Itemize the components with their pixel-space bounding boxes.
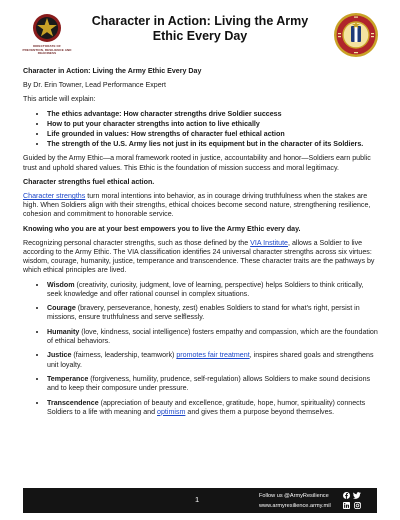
website-link[interactable]: www.armyresilience.army.mil — [259, 502, 331, 509]
article-body — [23, 67, 378, 422]
virtue-description: (love, kindness, social intelligence) fosters empathy and compassion, which are the foundation of ethical behaviors. — [47, 327, 378, 346]
key-points-list — [23, 110, 378, 150]
directorate-logo — [22, 13, 72, 56]
paragraph-character-strengths — [23, 192, 378, 220]
virtue-description: (bravery, perseverance, honesty, zest) enables Soldiers to stand for what’s right, persist in missions, ensure truthfulness and serve selflessly. — [47, 304, 360, 322]
virtue-description: (appreciation of beauty and excellence, gratitude, hope, humor, spirituality) connects Soldiers to a life with meaning and — [47, 398, 366, 416]
virtue-item-humanity — [47, 328, 378, 346]
army-values-seal-icon — [333, 12, 379, 58]
page-number: 1 — [195, 495, 200, 504]
directorate-caption: DIRECTORATE OF PREVENTION, RESILIENCE AND READINESS — [22, 44, 72, 56]
virtue-name: Temperance — [47, 375, 89, 384]
virtue-description: (forgiveness, humility, prudence, self-regulation) allows Soldiers to make sound decisions and to keep their composure under pressure. — [47, 375, 371, 393]
virtue-name: Wisdom — [47, 280, 75, 289]
army-values-seal — [333, 12, 379, 58]
character-strengths-link[interactable]: Character strengths — [23, 192, 86, 201]
virtue-item-transcendence — [47, 399, 378, 417]
section-heading-knowing: Knowing who you are at your best empowers you to live the Army Ethic every day. — [23, 224, 301, 233]
optimism-link[interactable]: optimism — [157, 407, 186, 416]
virtue-description: (fairness, leadership, teamwork) — [71, 351, 177, 360]
virtue-name: Transcendence — [47, 398, 99, 407]
virtue-description: and gives them a purpose beyond themselves. — [185, 407, 335, 416]
virtue-name: Courage — [47, 304, 76, 313]
virtue-description: , inspires shared goals and strengthens unit loyalty. — [47, 351, 374, 369]
paragraph-text: Recognizing personal character strengths, such as those defined by the — [23, 238, 251, 247]
linkedin-icon[interactable] — [343, 502, 350, 509]
virtue-item-temperance — [47, 375, 378, 393]
paragraph-text: turn moral intentions into behavior, as in courage driving truthfulness when the stakes are high. When Soldiers align with their strengths, ethical choices become second nature, strengthening resilience, cohesion and commitment to honorable service. — [23, 192, 371, 219]
instagram-icon[interactable] — [354, 502, 361, 509]
page-header — [0, 10, 400, 66]
paragraph-text: , allows a Soldier to live according to the Army Ethic. The VIA classification identifies 24 universal character strengths across six virtues: wisdom, courage, humanity, justice, temperance and transcendence. These character traits are the pathways by which ethical principles are lived. — [23, 238, 375, 275]
fair-treatment-link[interactable]: promotes fair treatment — [176, 351, 250, 360]
section-heading-strengths: Character strengths fuel ethical action. — [23, 177, 155, 186]
facebook-icon[interactable] — [343, 492, 350, 499]
follow-us-text: Follow us @ArmyResilience — [259, 492, 329, 499]
via-institute-link[interactable]: VIA Institute — [250, 238, 288, 247]
virtues-list — [23, 281, 378, 417]
paragraph-army-ethic: Guided by the Army Ethic—a moral framework rooted in justice, accountability and honor—Soldiers earn public trust and uphold shared values. This Ethic is the foundation of mission success and moral legitimacy. — [23, 154, 371, 172]
virtue-item-courage — [47, 304, 378, 322]
virtue-description: (creativity, curiosity, judgment, love of learning, perspective) helps Soldiers to think critically, seek knowledge and offer rational counsel in complex situations. — [47, 280, 364, 298]
key-point: • Life grounded in values: How strengths of character fuel ethical action — [47, 130, 378, 139]
key-point: • The ethics advantage: How character strengths drive Soldier success — [47, 110, 378, 119]
article-title: Character in Action: Living the Army Ethic Every Day — [23, 67, 202, 75]
directorate-emblem-icon — [32, 13, 62, 43]
byline: By Dr. Erin Towner, Lead Performance Expert — [23, 81, 166, 90]
paragraph-via — [23, 239, 378, 276]
virtue-item-wisdom — [47, 281, 378, 299]
page-title: Character in Action: Living the Army Ethic Every Day — [91, 14, 309, 43]
virtue-name: Justice — [47, 351, 72, 360]
virtue-item-justice — [47, 351, 378, 369]
page-footer — [23, 488, 377, 513]
virtue-name: Humanity — [47, 327, 80, 336]
key-point: • The strength of the U.S. Army lies not just in its equipment but in the character of its Soldiers. — [47, 140, 378, 149]
twitter-icon[interactable] — [353, 492, 361, 499]
key-point: • How to put your character strengths into action to live ethically — [47, 120, 378, 129]
intro-text: This article will explain: — [23, 95, 96, 104]
